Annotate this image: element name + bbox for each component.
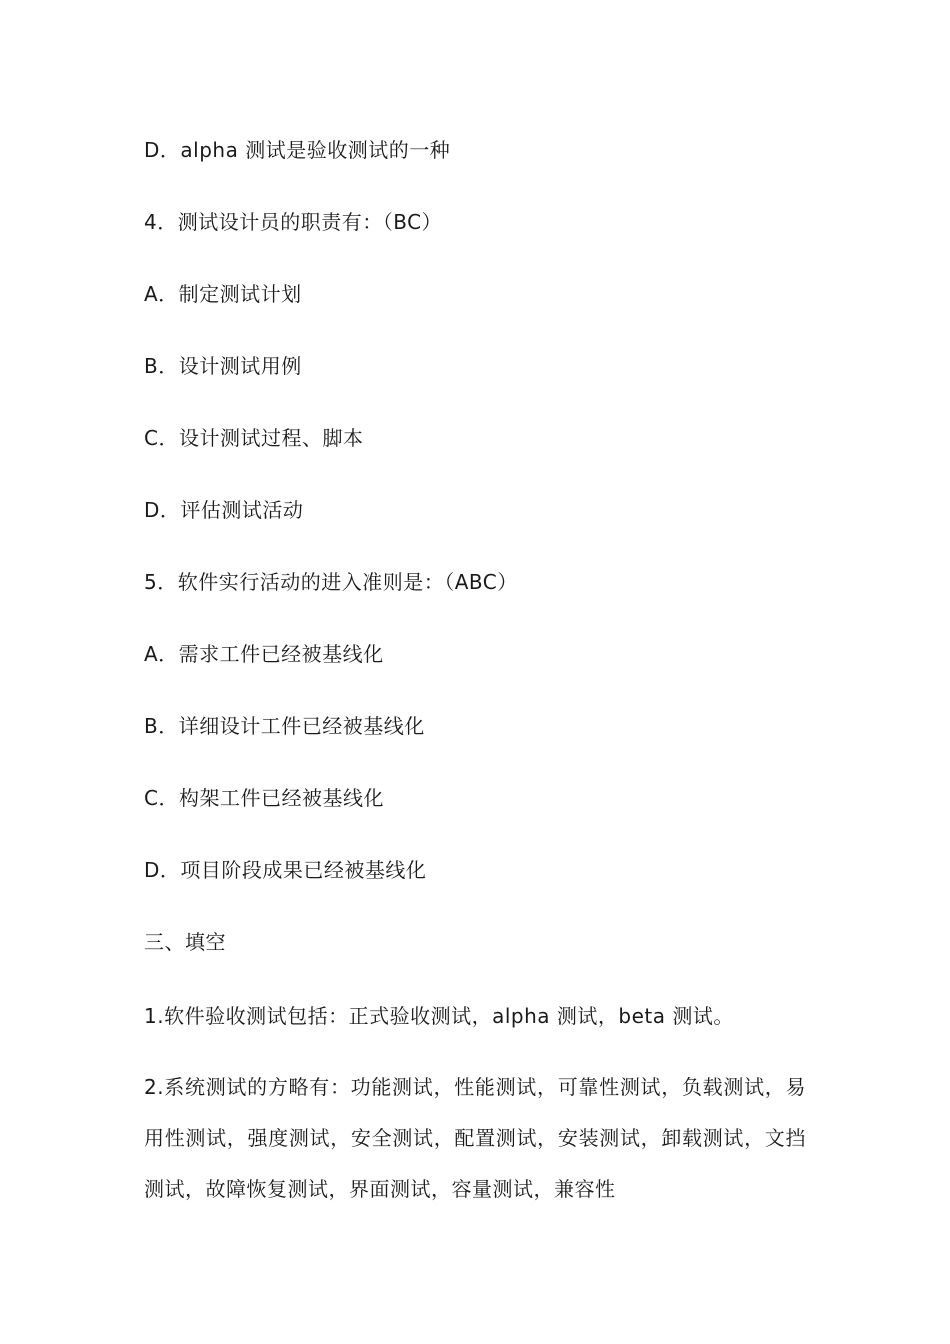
option-d-q4: D．评估测试活动 bbox=[144, 498, 304, 522]
option-b-q4: B．设计测试用例 bbox=[144, 354, 302, 378]
question-5: 5．软件实行活动的进入准则是：（ABC） bbox=[144, 570, 518, 594]
option-d-q5: D．项目阶段成果已经被基线化 bbox=[144, 858, 427, 882]
option-b-q5: B．详细设计工件已经被基线化 bbox=[144, 714, 425, 738]
fill-in-item-2: 2.系统测试的方略有：功能测试，性能测试，可靠性测试，负载测试，易用性测试，强度测试，安全测试，配置测试，安装测试，卸载测试，文挡测试，故障恢复测试，界面测试，容量测试，兼容性 bbox=[144, 1075, 806, 1201]
question-4: 4．测试设计员的职责有：（BC） bbox=[144, 210, 443, 234]
option-d-q3: D．alpha 测试是验收测试的一种 bbox=[144, 138, 451, 162]
section-heading-fill-in: 三、填空 bbox=[144, 930, 226, 954]
option-c-q5: C．构架工件已经被基线化 bbox=[144, 786, 384, 810]
option-a-q5: A．需求工件已经被基线化 bbox=[144, 642, 384, 666]
option-c-q4: C．设计测试过程、脚本 bbox=[144, 426, 364, 450]
fill-in-item-1: 1.软件验收测试包括：正式验收测试，alpha 测试，beta 测试。 bbox=[144, 1004, 734, 1028]
option-a-q4: A．制定测试计划 bbox=[144, 282, 302, 306]
